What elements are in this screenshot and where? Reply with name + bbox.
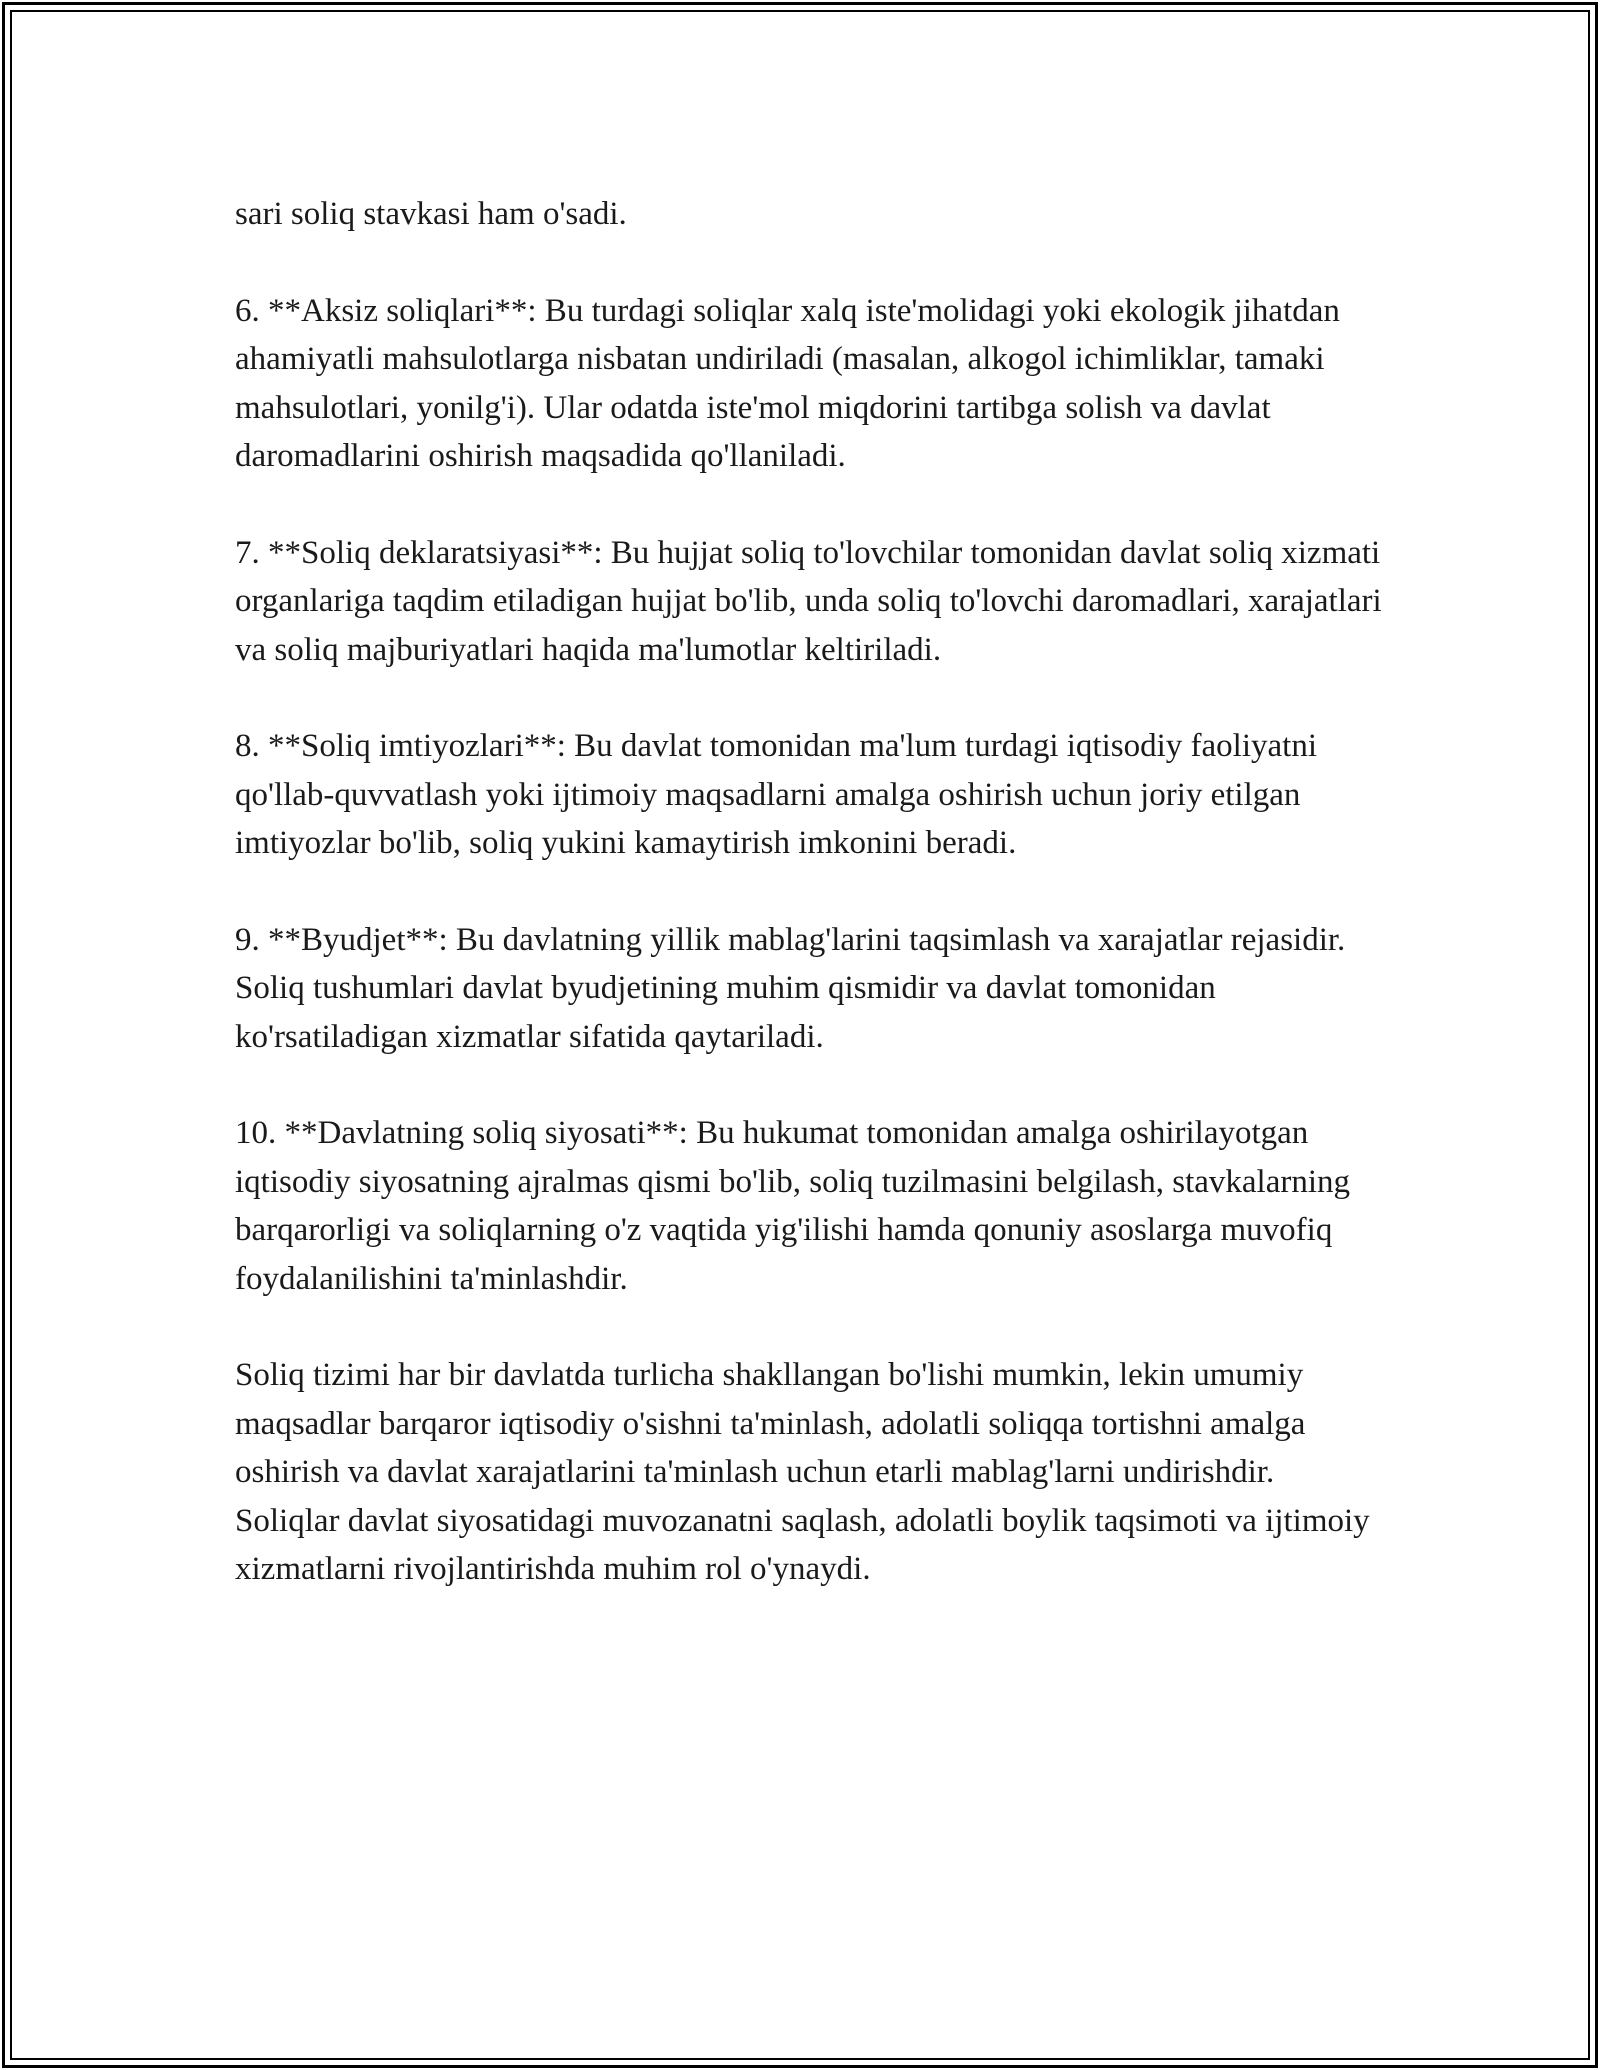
- paragraph-continuation: sari soliq stavkasi ham o'sadi.: [235, 196, 627, 232]
- paragraph-item-6-aksiz-soliqlari: 6. **Aksiz soliqlari**: Bu turdagi soliqlar xalq iste'molidagi yoki ekologik jihatdan ahamiyatli mahsulotlarga nisbatan undiriladi (masalan, alkogol ichimliklar, tamaki mahsulotlari, yonilg'i). Ular odatda iste'mol miqdorini tartibga solish va davlat daromadlarini oshirish maqsadida qo'llaniladi.: [235, 292, 1340, 474]
- document-body: [235, 190, 1385, 1642]
- paragraph-item-10-soliq-siyosati: 10. **Davlatning soliq siyosati**: Bu hukumat tomonidan amalga oshirilayotgan iqtisodiy siyosatning ajralmas qismi bo'lib, soliq tuzilmasini belgilash, stavkalarning barqarorligi va soliqlarning o'z vaqtida yig'ilishi hamda qonuniy asoslarga muvofiq foydalanilishini ta'minlashdir.: [235, 1115, 1351, 1297]
- paragraph-item-7-soliq-deklaratsiyasi: 7. **Soliq deklaratsiyasi**: Bu hujjat soliq to'lovchilar tomonidan davlat soliq xizmati organlariga taqdim etiladigan hujjat bo'lib, unda soliq to'lovchi daromadlari, xarajatlari va soliq majburiyatlari haqida ma'lumotlar keltiriladi.: [235, 534, 1382, 668]
- paragraph-conclusion: Soliq tizimi har bir davlatda turlicha shakllangan bo'lishi mumkin, lekin umumiy maqsadlar barqaror iqtisodiy o'sishni ta'minlash, adolatli soliqqa tortishni amalga oshirish va davlat xarajatlarini ta'minlash uchun etarli mablag'larni undirishdir. Soliqlar davlat siyosatidagi muvozanatni saqlash, adolatli boylik taqsimoti va ijtimoiy xizmatlarni rivojlantirishda muhim rol o'ynaydi.: [235, 1357, 1370, 1587]
- paragraph-item-9-byudjet: 9. **Byudjet**: Bu davlatning yillik mablag'larini taqsimlash va xarajatlar rejasidir. Soliq tushumlari davlat byudjetining muhim qismidir va davlat tomonidan ko'rsatiladigan xizmatlar sifatida qaytariladi.: [235, 921, 1346, 1055]
- paragraph-item-8-soliq-imtiyozlari: 8. **Soliq imtiyozlari**: Bu davlat tomonidan ma'lum turdagi iqtisodiy faoliyatni qo'llab-quvvatlash yoki ijtimoiy maqsadlarni amalga oshirish uchun joriy etilgan imtiyozlar bo'lib, soliq yukini kamaytirish imkonini beradi.: [235, 728, 1317, 861]
